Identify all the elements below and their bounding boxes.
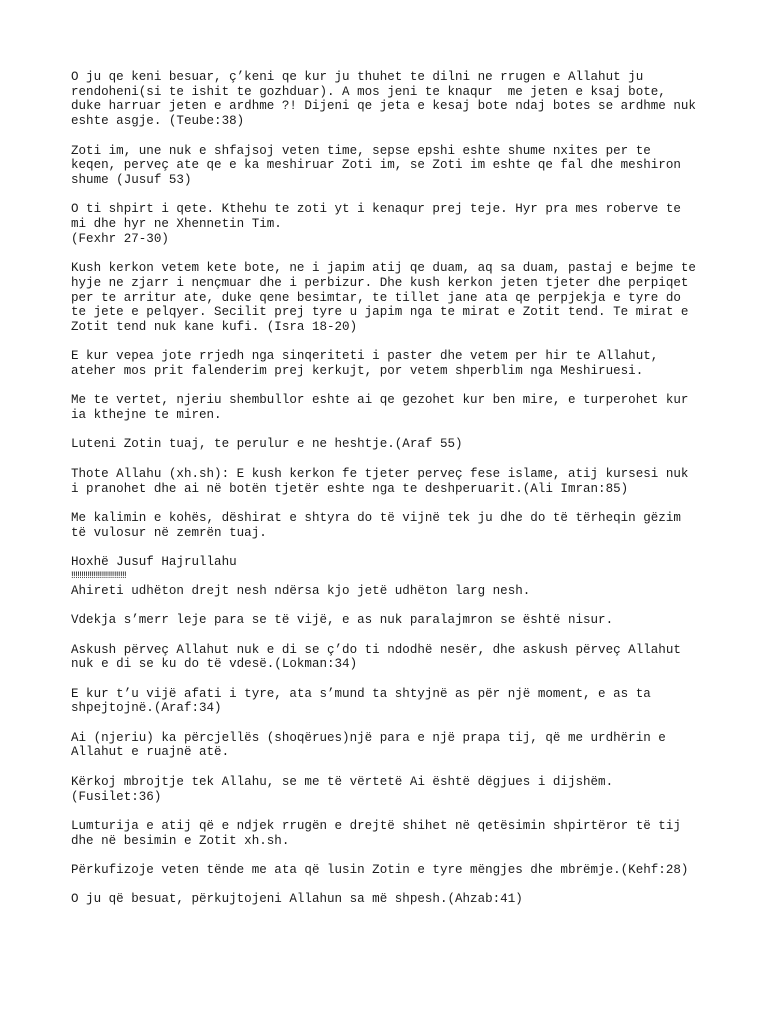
text-line: O ti shpirt i qete. Kthehu te zoti yt i kenaqur prej teje. Hyr pra mes roberve te — [71, 202, 681, 217]
text-line: O ju që besuat, përkujtojeni Allahun sa më shpesh.(Ahzab:41) — [71, 892, 523, 907]
paragraph — [71, 584, 751, 599]
text-line: (Fusilet:36) — [71, 789, 162, 804]
text-line: Me te vertet, njeriu shembullor eshte ai qe gezohet kur ben mire, e turperohet kur — [71, 393, 689, 408]
text-line: Ahireti udhëton drejt nesh ndërsa kjo jetë udhëton larg nesh. — [71, 583, 531, 598]
paragraph — [71, 349, 751, 378]
document-page — [71, 70, 751, 922]
paragraph — [71, 393, 751, 422]
text-line: ia kthejne te miren. — [71, 408, 222, 423]
paragraph — [71, 687, 751, 716]
text-line: Askush përveç Allahut nuk e di se ç’do ti ndodhë nesër, dhe askush përveç Allahut — [71, 642, 681, 657]
paragraph — [71, 863, 751, 878]
text-line: rendoheni(si te ishit te gozhduar). A mos jeni te knaqur me jeten e ksaj bote, — [71, 84, 666, 99]
text-line: Thote Allahu (xh.sh): E kush kerkon fe tjeter perveç fese islame, atij kursesi nuk — [71, 466, 689, 481]
separator-line: !!!!!!!!!!!!!!!!!!!!!!!!!!! — [71, 569, 127, 581]
text-line: Kërkoj mbrojtje tek Allahu, se me të vërtetë Ai është dëgjues i dijshëm. — [71, 774, 614, 789]
paragraph — [71, 613, 751, 628]
signature: Hoxhë Jusuf Hajrullahu — [71, 555, 237, 570]
text-line: Lumturija e atij që e ndjek rrugën e drejtë shihet në qetësimin shpirtëror të tij — [71, 818, 681, 833]
paragraph — [71, 775, 751, 804]
paragraph — [71, 202, 751, 246]
paragraph — [71, 892, 751, 907]
text-line: te jete e pelqyer. Secilit prej tyre u japim nga te mirat e Zotit tend. Te mirat e — [71, 305, 689, 320]
text-line: ateher mos prit falenderim prej kerkujt, por vetem shperblim nga Meshiruesi. — [71, 364, 644, 378]
text-line: shpejtojnë.(Araf:34) — [71, 701, 222, 716]
text-line: (Fexhr 27-30) — [71, 231, 169, 246]
text-line: Kush kerkon vetem kete bote, ne i japim atij qe duam, aq sa duam, pastaj e bejme te — [71, 261, 696, 276]
text-line: Allahut e ruajnë atë. — [71, 745, 230, 760]
paragraph — [71, 144, 751, 188]
text-line: Me kalimin e kohës, dëshirat e shtyra do të vijnë tek ju dhe do të tërheqin gëzim — [71, 510, 681, 525]
paragraph — [71, 70, 751, 129]
text-line: eshte asgje. (Teube:38) — [71, 114, 245, 129]
paragraphs-section-1 — [71, 70, 751, 540]
text-line: të vulosur në zemrën tuaj. — [71, 525, 267, 540]
text-line: keqen, perveç ate qe e ka meshiruar Zoti im, se Zoti im eshte qe fal dhe meshiron — [71, 158, 681, 173]
text-line: Luteni Zotin tuaj, te perulur e ne heshtje.(Araf 55) — [71, 437, 463, 452]
text-line: per te arritur ate, duke qene besimtar, te tillet jane ata qe perpjekja e tyre do — [71, 290, 681, 305]
text-line: duke harruar jeten e ardhme ?! Dijeni qe jeta e kesaj bote ndaj botes se ardhme nuk — [71, 99, 696, 114]
paragraph — [71, 437, 751, 452]
text-line: dhe në besimin e Zotit xh.sh. — [71, 833, 290, 848]
text-line: mi dhe hyr ne Xhennetin Tim. — [71, 217, 282, 231]
paragraph — [71, 467, 751, 496]
paragraph — [71, 261, 751, 335]
text-line: E kur t’u vijë afati i tyre, ata s’mund ta shtyjnë as për një moment, e as ta — [71, 686, 651, 701]
paragraph — [71, 731, 751, 760]
text-line: shume (Jusuf 53) — [71, 172, 192, 187]
text-line: hyje ne zjarr i nençmuar dhe i perbizur. Dhe kush kerkon jeten tjeter dhe perpiqet — [71, 275, 689, 290]
paragraph — [71, 643, 751, 672]
text-line: nuk e di se ku do të vdesë.(Lokman:34) — [71, 657, 358, 672]
text-line: i pranohet dhe ai në botën tjetër eshte nga te deshperuarit.(Ali Imran:85) — [71, 481, 629, 496]
paragraphs-section-2 — [71, 584, 751, 907]
text-line: Përkufizoje veten tënde me ata që lusin Zotin e tyre mëngjes dhe mbrëmje.(Kehf:28) — [71, 863, 689, 878]
text-line: Ai (njeriu) ka përcjellës (shoqërues)një para e një prapa tij, që me urdhërin e — [71, 730, 666, 745]
text-line: Vdekja s’merr leje para se të vijë, e as nuk paralajmron se është nisur. — [71, 613, 614, 628]
text-line: O ju qe keni besuar, ç’keni qe kur ju thuhet te dilni ne rrugen e Allahut ju — [71, 70, 644, 84]
paragraph — [71, 819, 751, 848]
text-line: Zotit tend nuk kane kufi. (Isra 18-20) — [71, 319, 358, 334]
text-line: Zoti im, une nuk e shfajsoj veten time, sepse epshi eshte shume nxites per te — [71, 143, 651, 158]
text-line: E kur vepea jote rrjedh nga sinqeriteti i paster dhe vetem per hir te Allahut, — [71, 349, 659, 364]
paragraph — [71, 511, 751, 540]
